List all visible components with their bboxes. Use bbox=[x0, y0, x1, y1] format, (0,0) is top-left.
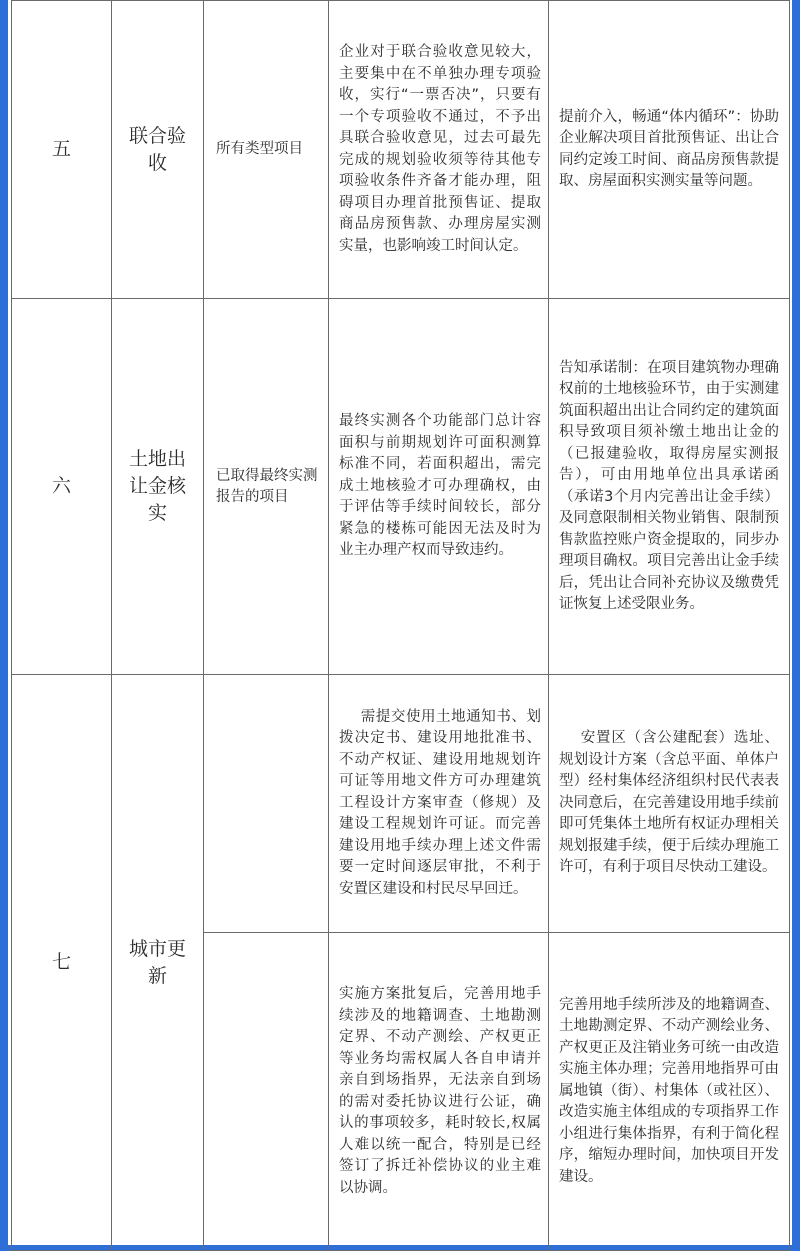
policy-table bbox=[11, 0, 790, 1251]
reform-measure: 告知承诺制：在项目建筑物办理确权前的土地核验环节，由于实测建筑面积超出出让合同约定的建筑面积导致项目须补缴土地出让金的（已报建验收，取得房屋实测报告），可由用地单位出具承诺函（承诺3个月内完善出让金手续）及同意限制相关物业销售、限制预售款监控账户资金提取的，同步办理项目确权。项目完善出让金手续后，凭出让合同补充协议及缴费凭证恢复上述受限业务。 bbox=[549, 299, 790, 675]
problem-description: 企业对于联合验收意见较大，主要集中在不单独办理专项验收，实行“一票否决”，只要有一个专项验收不通过，不予出具联合验收意见，过去可最先完成的规划验收须等待其他专项验收条件齐备才能办理，阻碍项目办理首批预售证、提取商品房预售款、办理房屋实测实量，也影响竣工时间认定。 bbox=[329, 1, 549, 299]
item-name: 城市更新 bbox=[112, 675, 204, 1251]
applicable-projects: 所有类型项目 bbox=[204, 1, 329, 299]
row-number: 六 bbox=[12, 299, 112, 675]
applicable-projects: 已取得最终实测报告的项目 bbox=[204, 299, 329, 675]
reform-measure: 安置区（含公建配套）选址、规划设计方案（含总平面、单体户型）经村集体经济组织村民代表表决同意后，在完善建设用地手续前即可凭集体土地所有权证办理相关规划报建手续，便于后续办理施工许可，有利于项目尽快动工建设。 bbox=[549, 675, 790, 933]
applicable-projects bbox=[204, 675, 329, 933]
row-number: 七 bbox=[12, 675, 112, 1251]
problem-description: 需提交使用土地通知书、划拨决定书、建设用地批准书、不动产权证、建设用地规划许可证等用地文件方可办理建筑工程设计方案审查（修规）及建设工程规划许可证。而完善建设用地手续办理上述文件需要一定时间逐层审批，不利于安置区建设和村民尽早回迁。 bbox=[329, 675, 549, 933]
item-name: 联合验收 bbox=[112, 1, 204, 299]
applicable-projects bbox=[204, 933, 329, 1251]
document-page bbox=[8, 0, 792, 1245]
reform-measure: 提前介入，畅通“体内循环”：协助企业解决项目首批预售证、出让合同约定竣工时间、商品房预售款提取、房屋面积实测实量等问题。 bbox=[549, 1, 790, 299]
item-name: 土地出让金核实 bbox=[112, 299, 204, 675]
reform-measure: 完善用地手续所涉及的地籍调查、土地勘测定界、不动产测绘业务、产权更正及注销业务可统一由改造实施主体办理；完善用地指界可由属地镇（街）、村集体（或社区）、改造实施主体组成的专项指界工作小组进行集体指界，有利于简化程序，缩短办理时间，加快项目开发建设。 bbox=[549, 933, 790, 1251]
table-row bbox=[12, 1, 790, 299]
table-row bbox=[12, 675, 790, 933]
table-row bbox=[12, 299, 790, 675]
row-number: 五 bbox=[12, 1, 112, 299]
problem-description: 实施方案批复后，完善用地手续涉及的地籍调查、土地勘测定界、不动产测绘、产权更正等业务均需权属人各自申请并亲自到场指界，无法亲自到场的需对委托协议进行公证，确认的事项较多，耗时较长,权属人难以统一配合，特别是已经签订了拆迁补偿协议的业主难以协调。 bbox=[329, 933, 549, 1251]
problem-description: 最终实测各个功能部门总计容面积与前期规划许可面积测算标准不同，若面积超出，需完成土地核验才可办理确权，由于评估等手续时间较长，部分紧急的楼栋可能因无法及时为业主办理产权而导致违约。 bbox=[329, 299, 549, 675]
